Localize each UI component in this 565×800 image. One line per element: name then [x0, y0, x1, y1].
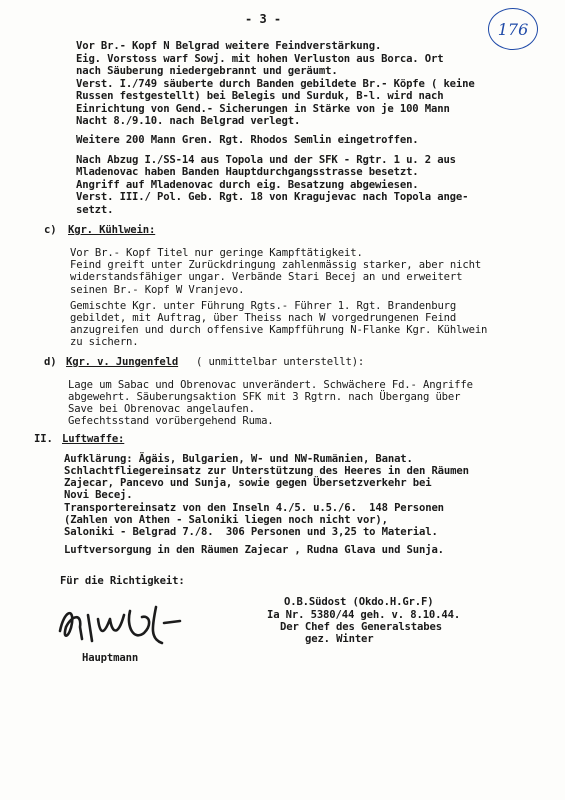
section-ii-marker: II.	[34, 433, 53, 445]
archive-number-stamp	[488, 8, 538, 50]
text-line: gebildet, mit Auftrag, über Theiss nach W vorgedrungenen Feind	[70, 312, 457, 324]
section-ii-title: Luftwaffe:	[62, 433, 125, 445]
archive-number: 176	[497, 19, 529, 39]
rank-line: Hauptmann	[82, 652, 139, 664]
text-line: Nacht 8./9.10. nach Belgrad verlegt.	[76, 115, 301, 127]
text-line: seinen Br.- Kopf W Vranjevo.	[70, 284, 245, 296]
chief-of-staff-line: Der Chef des Generalstabes	[280, 621, 442, 633]
section-d-marker: d)	[44, 356, 57, 368]
text-line: Lage um Sabac und Obrenovac unverändert. Schwächere Fd.- Angriffe	[68, 379, 473, 391]
handwritten-signature	[52, 597, 192, 653]
certification-line: Für die Richtigkeit:	[60, 575, 185, 587]
text-line: Vor Br.- Kopf Titel nur geringe Kampftätigkeit.	[70, 247, 363, 259]
text-line: Weitere 200 Mann Gren. Rgt. Rhodos Semlin eingetroffen.	[76, 134, 419, 146]
text-line: Feind greift unter Zurückdringung zahlenmässig starker, aber nicht	[70, 259, 482, 271]
section-d-title: Kgr. v. Jungenfeld	[66, 356, 179, 368]
signed-name-line: gez. Winter	[305, 633, 374, 645]
page-number: - 3 -	[245, 12, 282, 26]
text-line: Einrichtung von Gend.- Sicherungen in Stärke von je 100 Mann	[76, 103, 450, 115]
text-line: setzt.	[76, 204, 114, 216]
text-line: Angriff auf Mladenovac durch eig. Besatzung abgewiesen.	[76, 179, 419, 191]
text-line: Verst. III./ Pol. Geb. Rgt. 18 von Kragujevac nach Topola ange-	[76, 191, 469, 203]
text-line: Gemischte Kgr. unter Führung Rgts.- Führer 1. Rgt. Brandenburg	[70, 300, 457, 312]
text-line: Mladenovac haben Banden Hauptdurchgangsstrasse besetzt.	[76, 166, 419, 178]
text-line: nach Säuberung niedergebrannt und geräumt.	[76, 65, 338, 77]
text-line: Novi Becej.	[64, 489, 133, 501]
text-line: Vor Br.- Kopf N Belgrad weitere Feindverstärkung.	[76, 40, 382, 52]
text-line: Saloniki - Belgrad 7./8. 306 Personen und 3,25 to Material.	[64, 526, 438, 538]
section-c-marker: c)	[44, 224, 57, 236]
text-line: Zajecar, Pancevo und Sunja, sowie gegen Übersetzverkehr bei	[64, 477, 432, 489]
section-c-title: Kgr. Kühlwein:	[68, 224, 156, 236]
text-line: Russen festgestellt) bei Belegis und Surduk, B-l. wird nach	[76, 90, 444, 102]
text-line: Eig. Vorstoss warf Sowj. mit hohen Verluston aus Borca. Ort	[76, 53, 444, 65]
text-line: Verst. I./749 säuberte durch Banden gebildete Br.- Köpfe ( keine	[76, 78, 475, 90]
reference-line: Ia Nr. 5380/44 geh. v. 8.10.44.	[267, 609, 461, 621]
text-line: (Zahlen von Athen - Saloniki liegen noch nicht vor),	[64, 514, 388, 526]
text-line: Nach Abzug I./SS-14 aus Topola und der SFK - Rgtr. 1 u. 2 aus	[76, 154, 456, 166]
text-line: Gefechtsstand vorübergehend Ruma.	[68, 415, 274, 427]
text-line: widerstandsfähiger ungar. Verbände Stari Becej an und erweitert	[70, 271, 463, 283]
issuer-line: O.B.Südost (Okdo.H.Gr.F)	[284, 596, 434, 608]
text-line: anzugreifen und durch offensive Kampfführung N-Flanke Kgr. Kühlwein	[70, 324, 488, 336]
text-line: zu sichern.	[70, 336, 139, 348]
text-line: Transportereinsatz von den Inseln 4./5. u.5./6. 148 Personen	[64, 502, 444, 514]
text-line: Schlachtfliegereinsatz zur Unterstützung des Heeres in den Räumen	[64, 465, 469, 477]
section-d-note: ( unmittelbar unterstellt):	[196, 356, 365, 368]
text-line: Aufklärung: Ägäis, Bulgarien, W- und NW-Rumänien, Banat.	[64, 453, 413, 465]
text-line: Luftversorgung in den Räumen Zajecar , Rudna Glava und Sunja.	[64, 544, 444, 556]
text-line: abgewehrt. Säuberungsaktion SFK mit 3 Rgtrn. nach Übergang über	[68, 391, 461, 403]
text-line: Save bei Obrenovac angelaufen.	[68, 403, 255, 415]
